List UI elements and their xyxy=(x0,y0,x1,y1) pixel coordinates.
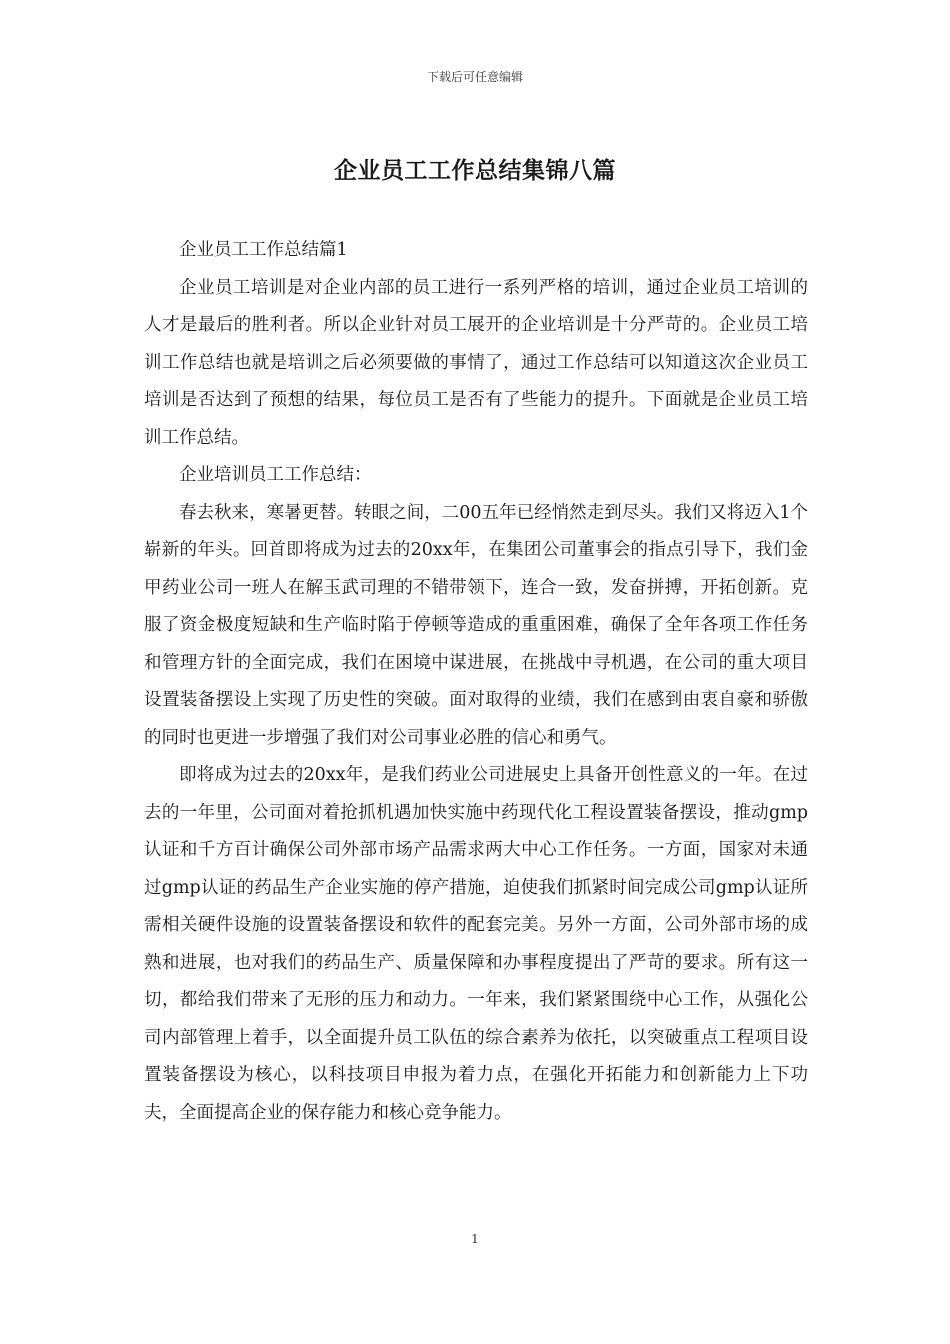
paragraph: 企业培训员工工作总结： xyxy=(179,465,372,485)
section-heading: 企业员工工作总结篇1 xyxy=(179,240,348,260)
paragraph: 即将成为过去的20xx年，是我们药业公司进展史上具备开创性意义的一年。在过去的一年里，公司面对着抢抓机遇加快实施中药现代化工程设置装备摆设，推动gmp认证和千方百计确保公司外部市场产品需求两大中心工作任务。一方面，国家对未通过gmp认证的药品生产企业实施的停产措施，迫使我们抓紧时间完成公司gmp认证所需相关硬件设施的设置装备摆设和软件的配套完美。另外一方面，公司外部市场的成熟和进展，也对我们的药品生产、质量保障和办事程度提出了严苛的要求。所有这一切，都给我们带来了无形的压力和动力。一年来，我们紧紧围绕中心工作，从强化公司内部管理上着手，以全面提升员工队伍的综合素养为依托，以突破重点工程项目设置装备摆设为核心，以科技项目申报为着力点，在强化开拓能力和创新能力上下功夫，全面提高企业的保存能力和核心竞争能力。 xyxy=(144,765,808,1123)
paragraph: 春去秋来，寒暑更替。转眼之间，二00五年已经悄然走到尽头。我们又将迈入1个崭新的年头。回首即将成为过去的20xx年，在集团公司董事会的指点引导下，我们金甲药业公司一班人在解玉武司理的不错带领下，连合一致，发奋拼搏，开拓创新。克服了资金极度短缺和生产临时陷于停顿等造成的重重困难，确保了全年各项工作任务和管理方针的全面完成，我们在困境中谋进展，在挑战中寻机遇，在公司的重大项目设置装备摆设上实现了历史性的突破。面对取得的业绩，我们在感到由衷自豪和骄傲的同时也更进一步增强了我们对公司事业必胜的信心和勇气。 xyxy=(144,502,808,748)
paragraph: 企业员工培训是对企业内部的员工进行一系列严格的培训，通过企业员工培训的人才是最后的胜利者。所以企业针对员工展开的企业培训是十分严苛的。企业员工培训工作总结也就是培训之后必须要做的事情了，通过工作总结可以知道这次企业员工培训是否达到了预想的结果，每位员工是否有了些能力的提升。下面就是企业员工培训工作总结。 xyxy=(144,277,808,448)
document-title: 企业员工工作总结集锦八篇 xyxy=(334,157,616,184)
document-body xyxy=(144,232,808,1132)
page-number: 1 xyxy=(471,1232,479,1246)
header-note: 下载后可任意编辑 xyxy=(426,70,523,84)
